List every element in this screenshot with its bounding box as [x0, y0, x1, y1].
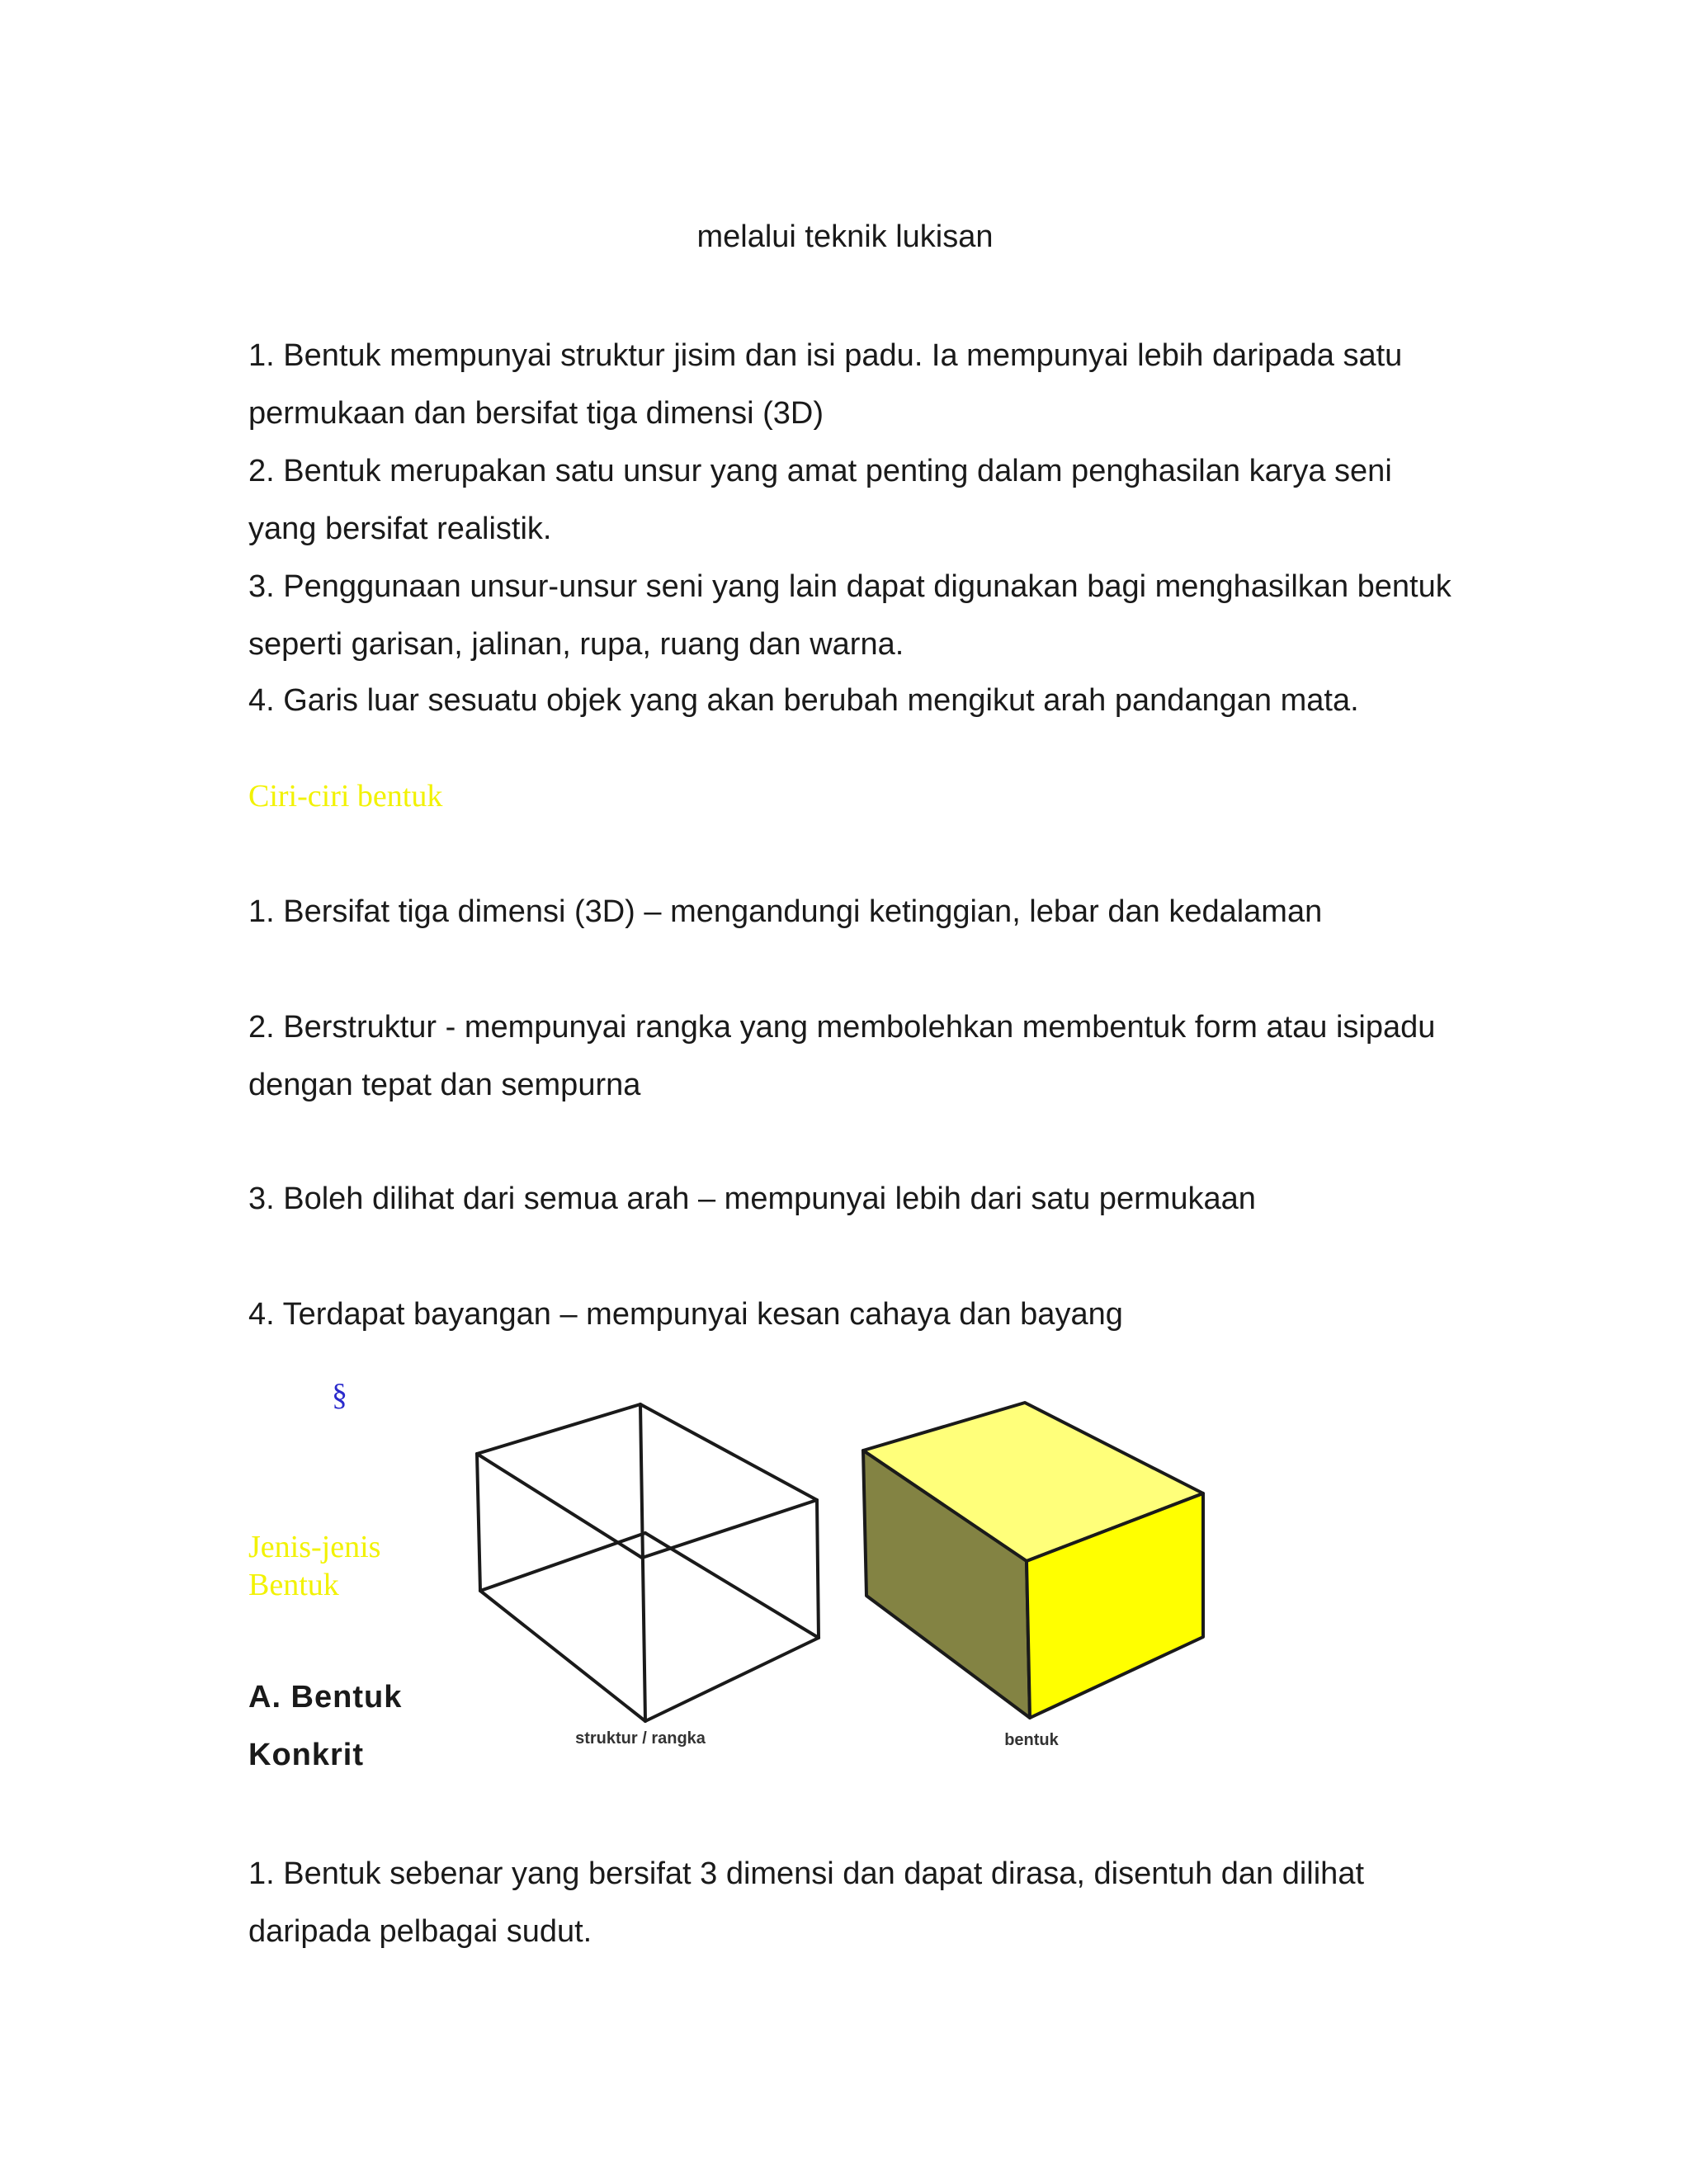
- solid-box: [863, 1403, 1203, 1718]
- bentuk-figure: [462, 1386, 1221, 1757]
- wireframe-box: [477, 1404, 819, 1721]
- intro-point-3: 3. Penggunaan unsur-unsur seni yang lain dapat digunakan bagi menghasilkan bentuk seperti garisan, jalinan, rupa, ruang dan warna.: [248, 569, 1452, 662]
- konkrit-point-1: 1. Bentuk sebenar yang bersifat 3 dimensi dan dapat dirasa, disentuh dan dilihat daripada pelbagai sudut.: [248, 1856, 1365, 1949]
- wireframe-caption: struktur / rangka: [575, 1729, 706, 1748]
- ciri-item-2: 2. Berstruktur - mempunyai rangka yang membolehkan membentuk form atau isipadu dengan tepat dan sempurna: [248, 1010, 1436, 1102]
- ciri-item-1: 1. Bersifat tiga dimensi (3D) – mengandungi ketinggian, lebar dan kedalaman: [248, 894, 1323, 929]
- intro-point-2: 2. Bentuk merupakan satu unsur yang amat penting dalam penghasilan karya seni yang bersifat realistik.: [248, 454, 1392, 546]
- page-heading: melalui teknik lukisan: [696, 219, 994, 254]
- subsection-title-bentuk-konkrit: A. Bentuk Konkrit: [248, 1680, 403, 1772]
- solid-caption: bentuk: [1004, 1731, 1059, 1749]
- section-symbol: §: [332, 1378, 347, 1413]
- intro-point-4: 4. Garis luar sesuatu objek yang akan berubah mengikut arah pandangan mata.: [248, 683, 1359, 718]
- section-title-jenis: Jenis-jenis Bentuk: [248, 1530, 381, 1602]
- ciri-item-3: 3. Boleh dilihat dari semua arah – mempunyai lebih dari satu permukaan: [248, 1182, 1256, 1216]
- section-title-ciri: Ciri-ciri bentuk: [248, 779, 443, 814]
- intro-point-1: 1. Bentuk mempunyai struktur jisim dan isi padu. Ia mempunyai lebih daripada satu permukaan dan bersifat tiga dimensi (3D): [248, 338, 1403, 431]
- ciri-item-4: 4. Terdapat bayangan – mempunyai kesan cahaya dan bayang: [248, 1297, 1123, 1332]
